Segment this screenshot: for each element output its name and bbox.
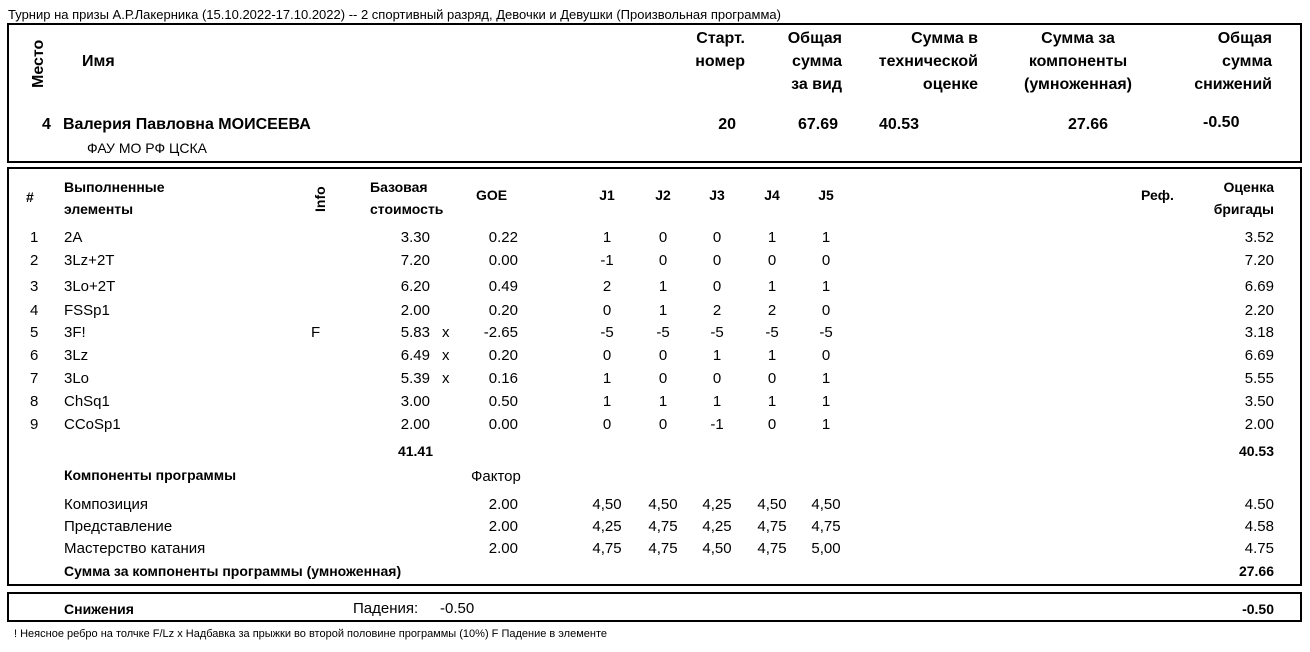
element-goe: 0.20 — [488, 302, 518, 319]
judge-2-header: J2 — [655, 187, 671, 203]
component-judge-1-score: 4,75 — [592, 540, 622, 557]
falls-label: Падения: — [353, 600, 419, 617]
element-goe: 0.49 — [488, 278, 518, 295]
element-code: 2A — [64, 229, 83, 246]
name-header: Имя — [82, 53, 115, 70]
element-judge-3-score: 1 — [712, 393, 722, 410]
element-base-value: 5.83 — [400, 324, 430, 341]
element-judge-3-score: -1 — [710, 416, 724, 433]
component-judge-4-score: 4,75 — [757, 540, 787, 557]
element-info: F — [311, 324, 321, 341]
element-base-value: 5.39 — [400, 370, 430, 387]
place-value: 4 — [42, 116, 51, 133]
element-judge-3-score: 2 — [712, 302, 722, 319]
element-judge-5-score: 0 — [821, 302, 831, 319]
element-judge-2-score: 0 — [658, 252, 668, 269]
total-score-header: Общая сумма за вид — [787, 30, 842, 93]
skater-name: Валерия Павловна МОИСЕЕВА — [63, 116, 311, 133]
element-base-value: 7.20 — [400, 252, 430, 269]
component-judge-2-score: 4,75 — [648, 540, 678, 557]
component-panel-score: 4.58 — [1244, 518, 1274, 535]
start-number-header: Старт. номер — [695, 30, 745, 70]
component-name: Мастерство катания — [64, 540, 206, 557]
element-judge-4-score: 1 — [767, 393, 777, 410]
element-judge-4-score: 1 — [767, 278, 777, 295]
element-panel-score: 5.55 — [1244, 370, 1274, 387]
element-judge-2-score: 1 — [658, 278, 668, 295]
element-base-value: 6.49 — [400, 347, 430, 364]
info-header: Info — [312, 186, 328, 212]
pcs-value: 27.66 — [1068, 116, 1109, 133]
tes-total: 40.53 — [1238, 443, 1274, 459]
element-judge-2-score: 1 — [658, 393, 668, 410]
element-judge-3-score: 0 — [712, 278, 722, 295]
falls-value: -0.50 — [440, 600, 475, 617]
element-goe: 0.20 — [488, 347, 518, 364]
element-code: ChSq1 — [64, 393, 110, 410]
element-judge-3-score: -5 — [710, 324, 724, 341]
element-base-value: 6.20 — [400, 278, 430, 295]
element-row-number: 2 — [30, 252, 39, 269]
element-judge-5-score: 0 — [821, 252, 831, 269]
element-panel-score: 2.20 — [1244, 302, 1274, 319]
base-value-header: Базовая стоимость — [370, 179, 444, 217]
element-panel-score: 3.52 — [1244, 229, 1274, 246]
element-judge-5-score: 1 — [821, 229, 831, 246]
element-judge-1-score: 1 — [602, 393, 612, 410]
judge-4-header: J4 — [764, 187, 780, 203]
base-value-total: 41.41 — [397, 443, 433, 459]
element-judge-1-score: 0 — [602, 302, 612, 319]
component-judge-3-score: 4,50 — [702, 540, 732, 557]
element-code: 3Lo+2T — [64, 278, 116, 295]
element-judge-2-score: 0 — [658, 416, 668, 433]
deductions-box — [7, 592, 1302, 622]
component-panel-score: 4.75 — [1244, 540, 1274, 557]
element-judge-4-score: -5 — [765, 324, 779, 341]
element-judge-4-score: 0 — [767, 370, 777, 387]
element-goe: -2.65 — [483, 324, 518, 341]
deductions-value: -0.50 — [1203, 114, 1240, 131]
component-judge-2-score: 4,75 — [648, 518, 678, 535]
panel-score-header: Оценка бригады — [1213, 179, 1274, 217]
num-header: # — [26, 189, 34, 205]
element-judge-2-score: 0 — [658, 370, 668, 387]
element-judge-4-score: 1 — [767, 347, 777, 364]
element-row-number: 8 — [30, 393, 39, 410]
club-name: ФАУ МО РФ ЦСКА — [87, 140, 207, 156]
element-judge-2-score: -5 — [656, 324, 670, 341]
element-judge-1-score: -1 — [600, 252, 614, 269]
element-base-value: 3.00 — [400, 393, 430, 410]
judge-1-header: J1 — [599, 187, 615, 203]
element-judge-5-score: -5 — [819, 324, 833, 341]
element-base-value: 3.30 — [400, 229, 430, 246]
element-goe: 0.16 — [488, 370, 518, 387]
component-factor: 2.00 — [488, 518, 518, 535]
component-judge-4-score: 4,75 — [757, 518, 787, 535]
element-judge-3-score: 0 — [712, 370, 722, 387]
element-judge-3-score: 0 — [712, 229, 722, 246]
element-judge-1-score: -5 — [600, 324, 614, 341]
element-code: FSSp1 — [64, 302, 110, 319]
element-row-number: 3 — [30, 278, 39, 295]
element-panel-score: 6.69 — [1244, 347, 1274, 364]
element-row-number: 7 — [30, 370, 39, 387]
component-judge-1-score: 4,50 — [592, 496, 622, 513]
component-judge-4-score: 4,50 — [757, 496, 787, 513]
component-name: Композиция — [64, 496, 149, 513]
element-panel-score: 3.50 — [1244, 393, 1274, 410]
element-panel-score: 2.00 — [1244, 416, 1274, 433]
element-row-number: 6 — [30, 347, 39, 364]
pcs-header: Сумма за компоненты (умноженная) — [1024, 30, 1132, 93]
component-judge-3-score: 4,25 — [702, 518, 732, 535]
component-judge-5-score: 4,50 — [811, 496, 841, 513]
referee-header: Реф. — [1141, 187, 1174, 203]
elements-header: Выполненные элементы — [64, 179, 165, 217]
element-base-value: 2.00 — [400, 302, 430, 319]
component-panel-score: 4.50 — [1244, 496, 1274, 513]
element-judge-4-score: 2 — [767, 302, 777, 319]
element-judge-2-score: 1 — [658, 302, 668, 319]
element-row-number: 1 — [30, 229, 39, 246]
element-goe: 0.00 — [488, 416, 518, 433]
element-row-number: 9 — [30, 416, 39, 433]
components-total-value: 27.66 — [1238, 563, 1274, 579]
component-judge-5-score: 5,00 — [811, 540, 841, 557]
element-code: 3Lo — [64, 370, 90, 387]
element-judge-2-score: 0 — [658, 347, 668, 364]
place-header: Место — [30, 39, 47, 89]
element-bonus-mark: x — [442, 370, 450, 387]
element-code: 3Lz+2T — [64, 252, 115, 269]
component-factor: 2.00 — [488, 496, 518, 513]
element-panel-score: 6.69 — [1244, 278, 1274, 295]
element-code: 3F! — [64, 324, 86, 341]
element-row-number: 5 — [30, 324, 39, 341]
element-judge-5-score: 1 — [821, 416, 831, 433]
element-goe: 0.00 — [488, 252, 518, 269]
element-bonus-mark: x — [442, 347, 450, 364]
component-judge-5-score: 4,75 — [811, 518, 841, 535]
element-code: 3Lz — [64, 347, 89, 364]
element-panel-score: 3.18 — [1244, 324, 1274, 341]
component-judge-1-score: 4,25 — [592, 518, 622, 535]
element-bonus-mark: x — [442, 324, 450, 341]
element-panel-score: 7.20 — [1244, 252, 1274, 269]
element-judge-3-score: 0 — [712, 252, 722, 269]
element-judge-5-score: 0 — [821, 347, 831, 364]
element-judge-5-score: 1 — [821, 393, 831, 410]
component-judge-2-score: 4,50 — [648, 496, 678, 513]
element-goe: 0.22 — [488, 229, 518, 246]
goe-header: GOE — [476, 187, 508, 203]
deductions-header: Общая сумма снижений — [1194, 30, 1272, 93]
event-title: Турнир на призы А.Р.Лакерника (15.10.2022-17.10.2022) -- 2 спортивный разряд, Девочки и Девушки (Произвольная программа) — [8, 7, 781, 22]
element-judge-1-score: 1 — [602, 370, 612, 387]
element-judge-3-score: 1 — [712, 347, 722, 364]
element-judge-2-score: 0 — [658, 229, 668, 246]
judge-5-header: J5 — [818, 187, 834, 203]
factor-header: Фактор — [471, 468, 521, 485]
tes-value: 40.53 — [879, 116, 920, 133]
element-judge-4-score: 0 — [767, 252, 777, 269]
component-name: Представление — [64, 518, 173, 535]
element-judge-1-score: 0 — [602, 416, 612, 433]
deductions-label: Снижения — [64, 601, 134, 617]
component-judge-3-score: 4,25 — [702, 496, 732, 513]
judge-3-header: J3 — [709, 187, 725, 203]
element-code: CCoSp1 — [64, 416, 121, 433]
components-header: Компоненты программы — [64, 467, 237, 483]
element-judge-1-score: 2 — [602, 278, 612, 295]
start-number-value: 20 — [718, 116, 736, 133]
element-goe: 0.50 — [488, 393, 518, 410]
element-row-number: 4 — [30, 302, 39, 319]
element-judge-4-score: 1 — [767, 229, 777, 246]
component-factor: 2.00 — [488, 540, 518, 557]
element-judge-4-score: 0 — [767, 416, 777, 433]
element-base-value: 2.00 — [400, 416, 430, 433]
element-judge-5-score: 1 — [821, 278, 831, 295]
components-total-label: Сумма за компоненты программы (умноженная) — [64, 563, 402, 579]
tes-header: Сумма в технической оценке — [878, 30, 978, 93]
element-judge-5-score: 1 — [821, 370, 831, 387]
total-score-value: 67.69 — [797, 116, 838, 133]
deductions-total: -0.50 — [1242, 601, 1274, 617]
element-judge-1-score: 0 — [602, 347, 612, 364]
element-judge-1-score: 1 — [602, 229, 612, 246]
footnote: ! Неясное ребро на толчке F/Lz x Надбавка за прыжки во второй половине программы (10%) F Падение в элементе — [14, 628, 607, 640]
